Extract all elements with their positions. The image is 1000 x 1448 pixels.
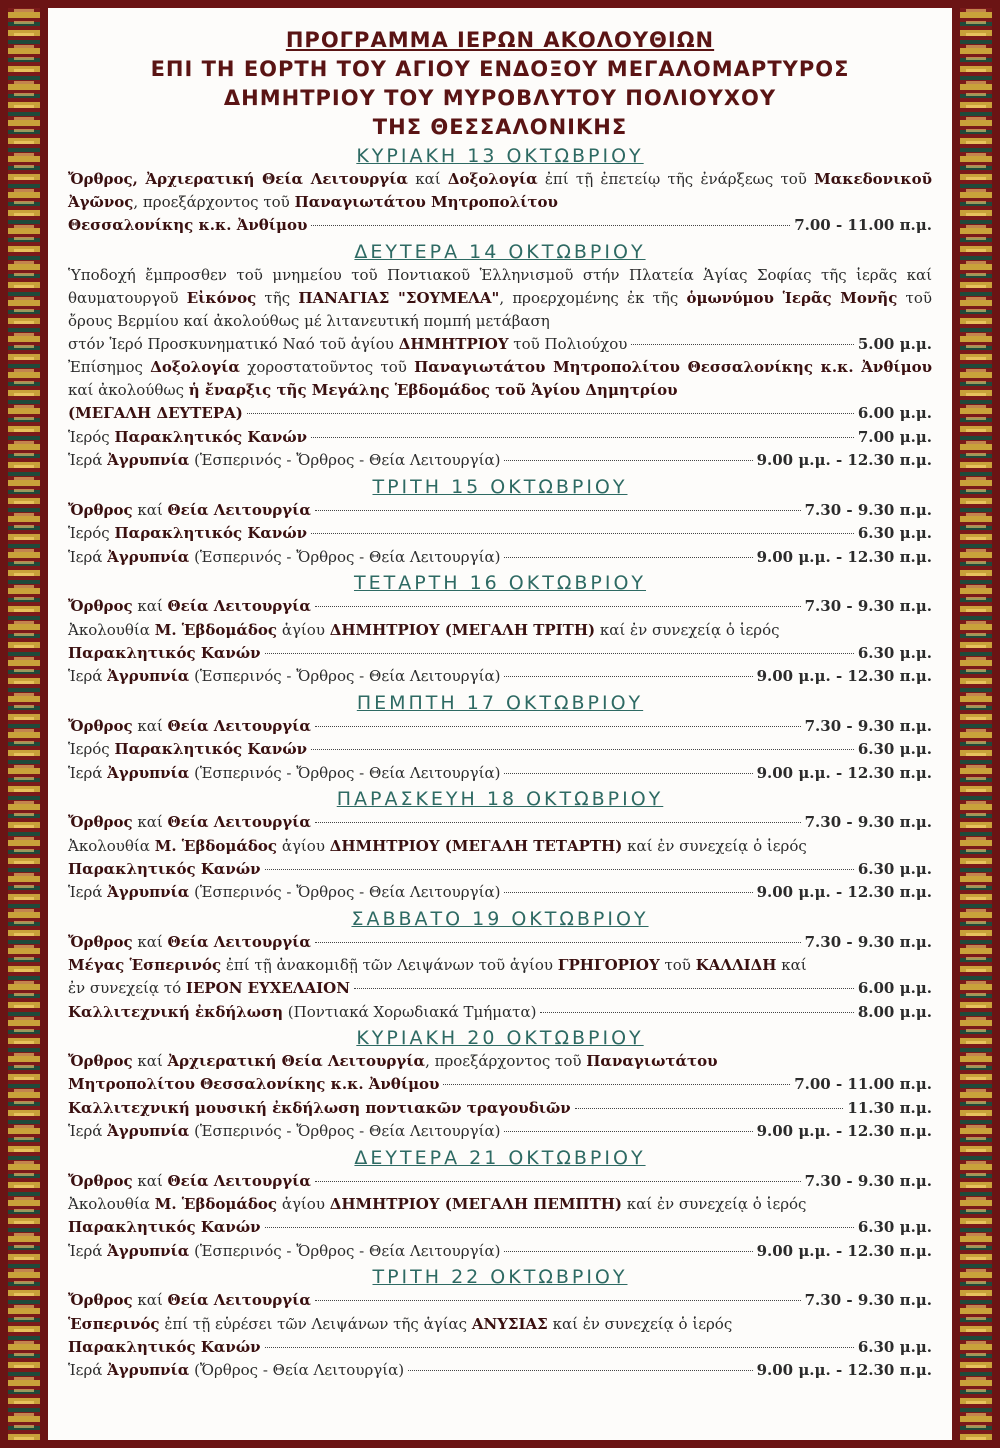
schedule-row: (ΜΕΓΑΛΗ ΔΕΥΤΕΡΑ) 6.00 μ.μ.: [68, 402, 932, 426]
time-value: 6.00 μ.μ.: [857, 404, 932, 422]
schedule-row: Παρακλητικός Κανών 6.30 μ.μ.: [68, 858, 932, 882]
time-value: 7.00 - 11.00 π.μ.: [794, 1075, 932, 1093]
schedule-row: Καλλιτεχνική ἐκδήλωση (Ποντιακά Χορωδιακά Τμήματα) 8.00 μ.μ.: [68, 1001, 932, 1025]
time-value: 7.30 - 9.30 π.μ.: [804, 813, 932, 831]
schedule-row: Ἱερά Ἀγρυπνία (Ἑσπερινός - Ὄρθρος - Θεία Λειτουργία) 9.00 μ.μ. - 12.30 π.μ.: [68, 1240, 932, 1264]
day-heading: ΚΥΡΙΑΚΗ 13 ΟΚΤΩΒΡΙΟΥ: [356, 145, 644, 167]
ornamental-border-left: [8, 8, 40, 1440]
schedule-row: Ἱερά Ἀγρυπνία (Ἑσπερινός - Ὄρθρος - Θεία Λειτουργία) 9.00 μ.μ. - 12.30 π.μ.: [68, 665, 932, 689]
time-value: 9.00 μ.μ. - 12.30 π.μ.: [756, 667, 932, 685]
time-value: 7.30 - 9.30 π.μ.: [804, 932, 932, 951]
time-value: 9.00 μ.μ. - 12.30 π.μ.: [756, 1122, 932, 1140]
schedule-row: Ἱερά Ἀγρυπνία (Ἑσπερινός - Ὄρθρος - Θεία Λειτουργία) 9.00 μ.μ. - 12.30 π.μ.: [68, 762, 932, 786]
schedule-row: Παρακλητικός Κανών 6.30 μ.μ.: [68, 1336, 932, 1360]
day-heading: ΣΑΒΒΑΤΟ 19 ΟΚΤΩΒΡΙΟΥ: [351, 907, 649, 930]
time-value: 8.00 μ.μ.: [857, 1002, 932, 1021]
time-value: 9.00 μ.μ. - 12.30 π.μ.: [756, 1361, 932, 1379]
schedule-row: ἐν συνεχείᾳ τό ΙΕΡΟΝ ΕΥΧΕΛΑΙΟΝ 6.00 μ.μ.: [68, 977, 932, 1001]
time-value: 6.30 μ.μ.: [857, 1337, 932, 1356]
time-value: 6.30 μ.μ.: [857, 1218, 932, 1236]
title-line-1: ΠΡΟΓΡΑΜΜΑ ΙΕΡΩΝ ΑΚΟΛΟΥΘΙΩΝ: [285, 28, 715, 52]
schedule-row: Ὄρθρος καί Θεία Λειτουργία 7.30 - 9.30 π.μ.: [68, 811, 932, 835]
schedule-row: Ἱερά Ἀγρυπνία (Ἑσπερινός - Ὄρθρος - Θεία Λειτουργία) 9.00 μ.μ. - 12.30 π.μ.: [68, 1120, 932, 1144]
schedule-paragraph: Ὄρθρος, Ἀρχιερατική Θεία Λειτουργία καί Δοξολογία ἐπί τῇ ἐπετείῳ τῆς ἐνάρξεως τοῦ Μακεδονικοῦ Ἀγῶνος, προεξάρχοντος τοῦ Παναγιωτάτου Μητροπολίτου: [68, 170, 932, 211]
ornamental-border-right: [960, 8, 992, 1440]
schedule-paragraph: Ὑποδοχή ἔμπροσθεν τοῦ μνημείου τοῦ Ποντιακοῦ Ἑλληνισμοῦ στήν Πλατεία Ἁγίας Σοφίας τῆς ἱερᾶς καί θαυματουργοῦ Εἰκόνος τῆς ΠΑΝΑΓΙΑΣ "ΣΟΥΜΕΛΑ", προερχομένης ἐκ τῆς ὁμωνύμου Ἱερᾶς Μονῆς τοῦ ὄρους Βερμίου καί ἀκολούθως μέ λιτανευτική πομπή μετάβαση: [68, 265, 932, 330]
schedule-paragraph: Ἀκολουθία Μ. Ἑβδομάδος ἁγίου ΔΗΜΗΤΡΙΟΥ (ΜΕΓΑΛΗ ΤΕΤΑΡΤΗ) καί ἐν συνεχείᾳ ὁ ἱερός: [68, 836, 807, 855]
time-value: 7.30 - 9.30 π.μ.: [804, 597, 932, 615]
schedule-row: Ὄρθρος καί Θεία Λειτουργία 7.30 - 9.30 π.μ.: [68, 931, 932, 955]
time-value: 7.30 - 9.30 π.μ.: [804, 1171, 932, 1190]
title-line-2: ΕΠΙ ΤΗ ΕΟΡΤΗ ΤΟΥ ΑΓΙΟΥ ΕΝΔΟΞΟΥ ΜΕΓΑΛΟΜΑΡΤΥΡΟΣ: [150, 57, 850, 81]
day-heading: ΤΡΙΤΗ 22 ΟΚΤΩΒΡΙΟΥ: [372, 1266, 628, 1288]
schedule-row: Παρακλητικός Κανών 6.30 μ.μ.: [68, 1216, 932, 1240]
time-value: 7.30 - 9.30 π.μ.: [804, 500, 932, 519]
day-heading: ΠΕΜΠΤΗ 17 ΟΚΤΩΒΡΙΟΥ: [356, 691, 644, 714]
time-value: 6.30 μ.μ.: [857, 643, 932, 662]
schedule-row: Ἱερός Παρακλητικός Κανών 7.00 μ.μ.: [68, 426, 932, 450]
day-heading: ΚΥΡΙΑΚΗ 20 ΟΚΤΩΒΡΙΟΥ: [356, 1027, 644, 1049]
time-value: 9.00 μ.μ. - 12.30 π.μ.: [756, 547, 932, 566]
day-heading: ΔΕΥΤΕΡΑ 14 ΟΚΤΩΒΡΙΟΥ: [354, 240, 646, 263]
time-value: 6.00 μ.μ.: [857, 979, 932, 997]
time-value: 6.30 μ.μ.: [857, 859, 932, 878]
schedule-paragraph: Ἀκολουθία Μ. Ἑβδομάδος ἁγίου ΔΗΜΗΤΡΙΟΥ (ΜΕΓΑΛΗ ΤΡΙΤΗ) καί ἐν συνεχείᾳ ὁ ἱερός: [68, 620, 780, 639]
schedule-row: Παρακλητικός Κανών 6.30 μ.μ.: [68, 642, 932, 666]
title-line-3: ΔΗΜΗΤΡΙΟΥ ΤΟΥ ΜΥΡΟΒΛΥΤΟΥ ΠΟΛΙΟΥΧΟΥ: [223, 86, 777, 110]
schedule-row: Ὄρθρος καί Θεία Λειτουργία 7.30 - 9.30 π.μ.: [68, 499, 932, 523]
day-heading: ΠΑΡΑΣΚΕΥΗ 18 ΟΚΤΩΒΡΙΟΥ: [336, 788, 664, 810]
schedule-row: Ἱερά Ἀγρυπνία (Ἑσπερινός - Ὄρθρος - Θεία Λειτουργία) 9.00 μ.μ. - 12.30 π.μ.: [68, 449, 932, 473]
schedule-paragraph: Ἑσπερινός ἐπί τῇ εὑρέσει τῶν Λειψάνων τῆς ἁγίας ΑΝΥΣΙΑΣ καί ἐν συνεχείᾳ ὁ ἱερός: [68, 1314, 733, 1333]
schedule-row: Ὄρθρος καί Θεία Λειτουργία 7.30 - 9.30 π.μ.: [68, 1170, 932, 1194]
time-value: 9.00 μ.μ. - 12.30 π.μ.: [756, 883, 932, 901]
day-heading: ΤΡΙΤΗ 15 ΟΚΤΩΒΡΙΟΥ: [372, 475, 628, 498]
title-line-4: ΤΗΣ ΘΕΣΣΑΛΟΝΙΚΗΣ: [372, 115, 628, 139]
schedule-row: Θεσσαλονίκης κ.κ. Ἀνθίμου 7.00 - 11.00 π.μ.: [68, 214, 932, 238]
time-value: 7.30 - 9.30 π.μ.: [804, 716, 932, 735]
schedule-row: στόν Ἱερό Προσκυνηματικό Ναό τοῦ ἁγίου ΔΗΜΗΤΡΙΟΥ τοῦ Πολιούχου 5.00 μ.μ.: [68, 333, 932, 357]
time-value: 9.00 μ.μ. - 12.30 π.μ.: [756, 451, 932, 469]
schedule-paragraph: Ἀκολουθία Μ. Ἑβδομάδος ἁγίου ΔΗΜΗΤΡΙΟΥ (ΜΕΓΑΛΗ ΠΕΜΠΤΗ) καί ἐν συνεχείᾳ ὁ ἱερός: [68, 1195, 807, 1213]
schedule-paragraph: Μέγας Ἑσπερινός ἐπί τῇ ἀνακομιδῇ τῶν Λειψάνων τοῦ ἁγίου ΓΡΗΓΟΡΙΟΥ τοῦ ΚΑΛΛΙΔΗ καί: [68, 956, 807, 974]
schedule-row: Ὄρθρος καί Θεία Λειτουργία 7.30 - 9.30 π.μ.: [68, 595, 932, 619]
time-value: 5.00 μ.μ.: [857, 334, 932, 353]
time-value: 9.00 μ.μ. - 12.30 π.μ.: [756, 763, 932, 782]
schedule-paragraph: Ἐπίσημος Δοξολογία χοροστατοῦντος τοῦ Παναγιωτάτου Μητροπολίτου Θεσσαλονίκης κ.κ. Ἀνθίμου καί ἀκολούθως ἡ ἔναρξις τῆς Μεγάλης Ἑβδομάδος τοῦ Ἁγίου Δημητρίου: [68, 358, 932, 399]
schedule-row: Ἱερά Ἀγρυπνία (Ὄρθρος - Θεία Λειτουργία) 9.00 μ.μ. - 12.30 π.μ.: [68, 1359, 932, 1383]
schedule-paper: [48, 8, 952, 1440]
schedule-row: Καλλιτεχνική μουσική ἐκδήλωση ποντιακῶν τραγουδιῶν 11.30 π.μ.: [68, 1097, 932, 1121]
schedule-row: Ἱερά Ἀγρυπνία (Ἑσπερινός - Ὄρθρος - Θεία Λειτουργία) 9.00 μ.μ. - 12.30 π.μ.: [68, 546, 932, 570]
schedule-row: Μητροπολίτου Θεσσαλονίκης κ.κ. Ἀνθίμου 7.00 - 11.00 π.μ.: [68, 1073, 932, 1097]
page-title: [68, 26, 932, 142]
time-value: 6.30 μ.μ.: [857, 740, 932, 758]
time-value: 7.00 - 11.00 π.μ.: [794, 216, 932, 234]
schedule-row: Ἱερός Παρακλητικός Κανών 6.30 μ.μ.: [68, 522, 932, 546]
day-heading: ΔΕΥΤΕΡΑ 21 ΟΚΤΩΒΡΙΟΥ: [354, 1146, 646, 1169]
day-heading: ΤΕΤΑΡΤΗ 16 ΟΚΤΩΒΡΙΟΥ: [353, 572, 647, 594]
schedule-row: Ἱερά Ἀγρυπνία (Ἑσπερινός - Ὄρθρος - Θεία Λειτουργία) 9.00 μ.μ. - 12.30 π.μ.: [68, 881, 932, 905]
time-value: 9.00 μ.μ. - 12.30 π.μ.: [756, 1241, 932, 1260]
schedule-row: Ὄρθρος καί Θεία Λειτουργία 7.30 - 9.30 π.μ.: [68, 1289, 932, 1313]
time-value: 7.30 - 9.30 π.μ.: [804, 1291, 932, 1309]
schedule-row: Ὄρθρος καί Θεία Λειτουργία 7.30 - 9.30 π.μ.: [68, 715, 932, 739]
schedule-paragraph: Ὄρθρος καί Ἀρχιερατική Θεία Λειτουργία, προεξάρχοντος τοῦ Παναγιωτάτου: [68, 1052, 718, 1070]
time-value: 11.30 π.μ.: [847, 1098, 932, 1117]
schedule-row: Ἱερός Παρακλητικός Κανών 6.30 μ.μ.: [68, 738, 932, 762]
time-value: 6.30 μ.μ.: [857, 524, 932, 542]
time-value: 7.00 μ.μ.: [857, 427, 932, 446]
